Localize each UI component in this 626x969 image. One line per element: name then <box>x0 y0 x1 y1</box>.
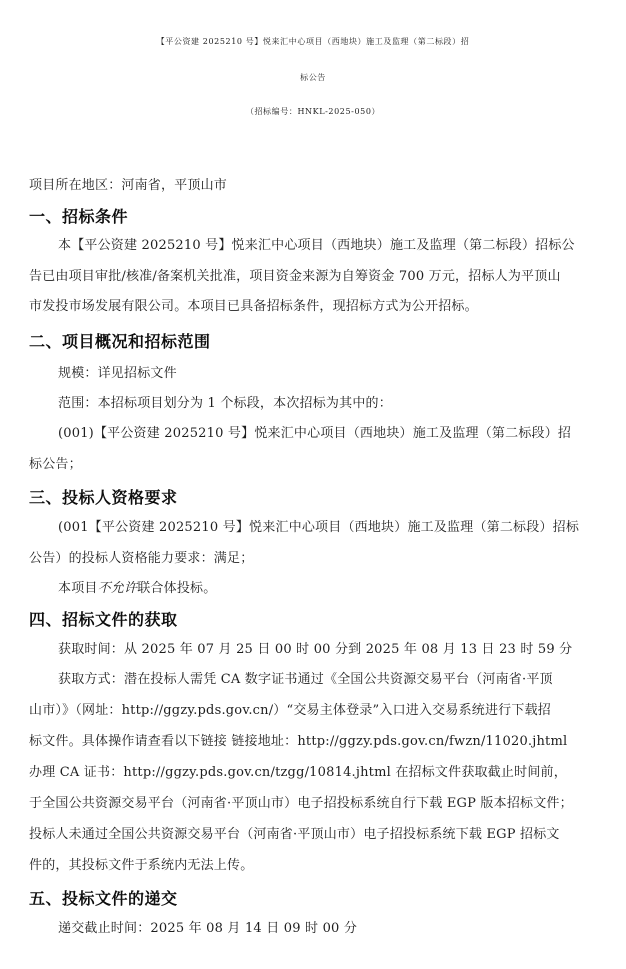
section-2-lot-line-1: (001)【平公资建 2025210 号】悦来汇中心项目（西地块）施工及监理（第二标段）招 <box>58 426 572 441</box>
section-1-line-2: 告已由项目审批/核准/备案机关批准，项目资金来源为自筹资金 700 万元，招标人为平顶山 <box>29 269 561 284</box>
section-4-line-4: 办理 CA 证书：http://ggzy.pds.gov.cn/tzgg/10814.jhtml 在招标文件获取截止时间前， <box>29 765 567 780</box>
section-2-heading: 二、项目概况和招标范围 <box>29 332 211 351</box>
consortium-text-c: 联合体投标。 <box>137 581 217 596</box>
title-line-2: 标公告 <box>300 73 326 82</box>
consortium-text-a: 本项目 <box>58 581 98 596</box>
consortium-not-allowed: 不允许 <box>97 581 138 596</box>
section-1-heading: 一、招标条件 <box>29 207 129 226</box>
section-4-line-1: 获取方式：潜在投标人需凭 CA 数字证书通过《全国公共资源交易平台（河南省·平顶 <box>58 672 553 687</box>
section-3-line-2: 公告）的投标人资格能力要求：满足； <box>29 551 254 566</box>
section-2-scale: 规模：详见招标文件 <box>58 366 177 381</box>
section-4-line-6: 投标人未通过全国公共资源交易平台（河南省·平顶山市）电子招投标系统下载 EGP 招标文 <box>29 827 560 842</box>
section-4-line-3: 标文件。具体操作请查看以下链接 链接地址：http://ggzy.pds.gov.cn/fwzn/11020.jhtml <box>29 734 568 749</box>
section-4-line-7: 件的，其投标文件于系统内无法上传。 <box>29 858 254 873</box>
section-1-line-1: 本【平公资建 2025210 号】悦来汇中心项目（西地块）施工及监理（第二标段）招标公 <box>58 238 575 253</box>
section-4-line-2: 山市）》（网址：http://ggzy.pds.gov.cn/）“交易主体登录”入口进入交易系统进行下载招 <box>29 703 551 718</box>
section-2-range: 范围：本招标项目划分为 1 个标段，本次招标为其中的： <box>58 396 392 411</box>
tender-number: （招标编号：HNKL-2025-050） <box>245 107 381 116</box>
section-3-line-3 <box>58 579 216 599</box>
section-2-lot-line-2: 标公告； <box>29 457 82 472</box>
section-3-line-1: (001【平公资建 2025210 号】悦来汇中心项目（西地块）施工及监理（第二标段）招标 <box>58 520 580 535</box>
section-4-time: 获取时间：从 2025 年 07 月 25 日 00 时 00 分到 2025 年 08 月 13 日 23 时 59 分 <box>58 642 573 657</box>
section-1-line-3: 市发投市场发展有限公司。本项目已具备招标条件，现招标方式为公开招标。 <box>29 299 478 314</box>
section-3-heading: 三、投标人资格要求 <box>29 488 178 507</box>
section-5-deadline: 递交截止时间：2025 年 08 月 14 日 09 时 00 分 <box>58 921 358 936</box>
section-4-line-5: 于全国公共资源交易平台（河南省·平顶山市）电子招投标系统自行下载 EGP 版本招标文件； <box>29 796 573 811</box>
section-5-heading: 五、投标文件的递交 <box>29 889 178 908</box>
section-4-heading: 四、招标文件的获取 <box>29 610 178 629</box>
project-location: 项目所在地区：河南省，平顶山市 <box>29 178 228 193</box>
title-line-1: 【平公资建 2025210 号】悦来汇中心项目（西地块）施工及监理（第二标段）招 <box>156 37 470 46</box>
